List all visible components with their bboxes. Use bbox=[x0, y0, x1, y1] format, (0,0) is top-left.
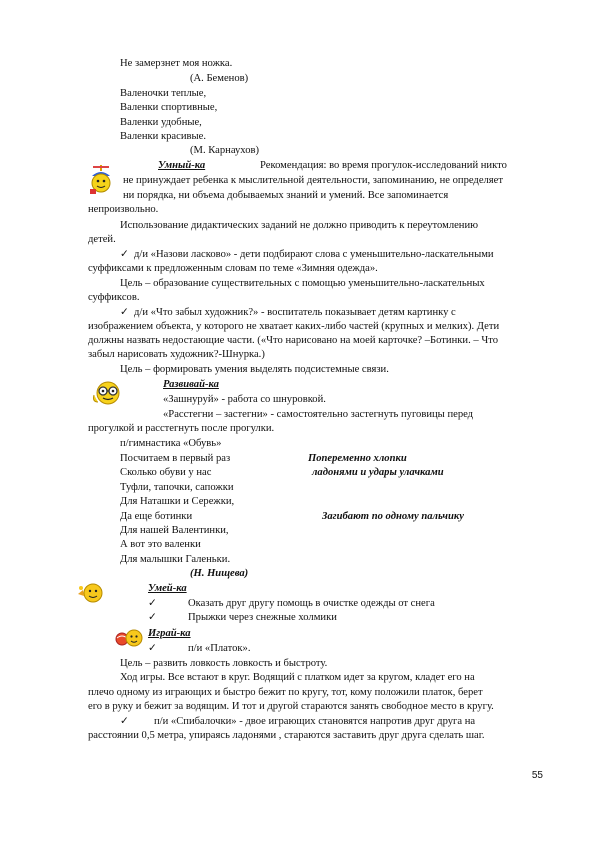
paragraph-line: плечо одному из играющих и быстро бежит по кругу, тот, кому положили платок, берет bbox=[88, 687, 483, 698]
paragraph-line: детей. bbox=[88, 234, 116, 245]
poem-line: Не замерзнет моя ножка. bbox=[120, 58, 233, 69]
game-line bbox=[120, 306, 456, 319]
section-title-umny: Умный-ка bbox=[158, 160, 206, 171]
ball-smiley-icon bbox=[115, 628, 143, 648]
rhyme-line: Сколько обуви у нас bbox=[120, 467, 212, 478]
finger-gym-title: п/гимнастика «Обувь» bbox=[120, 438, 222, 449]
goal-line: Цель – формировать умения выделять подсистемные связи. bbox=[120, 364, 389, 375]
paragraph-line: Рекомендация: во время прогулок-исследований никто bbox=[260, 160, 507, 171]
game-line: расстоянии 0,5 метра, упираясь ладонями , стараются заставить друг друга сделать шаг. bbox=[88, 730, 485, 741]
activity-line bbox=[148, 597, 435, 610]
paragraph-line: ни порядка, ни объема добываемых знаний и умений. Все запоминается bbox=[123, 190, 449, 201]
paragraph-line: не принуждает ребенка к мыслительной деятельности, запоминанию, не определяет bbox=[123, 175, 504, 186]
check-icon: ✓ bbox=[120, 716, 129, 727]
goal-line: суффиксов. bbox=[88, 292, 140, 303]
game-line bbox=[120, 248, 494, 261]
game-text: п/и «Платок». bbox=[188, 643, 251, 654]
game-line bbox=[148, 642, 250, 655]
paragraph-line: Ход игры. Все встают в круг. Водящий с платком идет за кругом, кладет его на bbox=[120, 672, 475, 683]
rhyme-line: А вот это валенки bbox=[120, 539, 201, 550]
game-line: забыл нарисовать художник?-Шнурка.) bbox=[88, 349, 265, 360]
poem-line: Валенки красивые. bbox=[120, 131, 206, 142]
rhyme-line: Посчитаем в первый раз bbox=[120, 453, 231, 464]
poem-author: (А. Беменов) bbox=[190, 73, 249, 84]
game-text: д/и «Что забыл художник?» - воспитатель показывает детям картинку с bbox=[134, 307, 456, 318]
check-icon: ✓ bbox=[120, 249, 129, 260]
game-line: изображением объекта, у которого не хватает каких-либо частей (крупных и мелких). Дети bbox=[88, 321, 500, 332]
activity-line: прогулкой и расстегнуть после прогулки. bbox=[88, 423, 275, 434]
poem-line: Валенки спортивные, bbox=[120, 102, 218, 113]
section-title-umey: Умей-ка bbox=[148, 583, 187, 594]
activity-text: Оказать друг другу помощь в очистке одежды от снега bbox=[188, 598, 435, 609]
section-title-razvivay: Развивай-ка bbox=[163, 379, 219, 390]
check-icon: ✓ bbox=[148, 643, 157, 654]
rhyme-line: Туфли, тапочки, сапожки bbox=[120, 482, 234, 493]
paragraph-line: непроизвольно. bbox=[88, 204, 159, 215]
rhyme-line: Для нашей Валентинки, bbox=[120, 525, 229, 536]
goal-line: Цель – развить ловкость ловкость и быстроту. bbox=[120, 658, 328, 669]
game-text: д/и «Назови ласково» - дети подбирают слова с уменьшительно-ласкательными bbox=[134, 249, 494, 260]
activity-line: «Расстегни – застегни» - самостоятельно застегнуть пуговицы перед bbox=[163, 409, 474, 420]
paragraph-line: его в руку и бежит за водящим. И тот и другой стараются занять свободное место в кругу. bbox=[88, 701, 494, 712]
game-line bbox=[120, 715, 475, 728]
activity-text: Прыжки через снежные холмики bbox=[188, 612, 337, 623]
waving-smiley-icon bbox=[76, 582, 104, 604]
paragraph-line: Использование дидактических заданий не должно приводить к переутомлению bbox=[120, 220, 479, 231]
rhyme-author: (Н. Нищева) bbox=[190, 568, 249, 579]
check-icon: ✓ bbox=[148, 612, 157, 623]
thinking-cap-icon bbox=[88, 163, 114, 195]
rhyme-line: Для малышки Галеньки. bbox=[120, 554, 231, 565]
section-title-igray: Играй-ка bbox=[148, 628, 191, 639]
rhyme-note: Загибают по одному пальчику bbox=[322, 511, 464, 522]
check-icon: ✓ bbox=[148, 598, 157, 609]
rhyme-line: Для Наташки и Сережки, bbox=[120, 496, 235, 507]
poem-author: (М. Карнаухов) bbox=[190, 145, 260, 156]
game-line: суффиксами к предложенным словам по теме «Зимняя одежда». bbox=[88, 263, 378, 274]
check-icon: ✓ bbox=[120, 307, 129, 318]
poem-line: Валенки удобные, bbox=[120, 117, 202, 128]
poem-line: Валеночки теплые, bbox=[120, 88, 207, 99]
page-number: 55 bbox=[531, 770, 543, 781]
smiley-glasses-icon bbox=[92, 380, 124, 406]
activity-line bbox=[148, 611, 337, 624]
rhyme-note: ладонями и удары улачками bbox=[312, 467, 444, 478]
goal-line: Цель – образование существительных с помощью уменьшительно-ласкательных bbox=[120, 278, 485, 289]
game-line: должны назвать недостающие части. («Что нарисовано на моей карточке? –Ботинки. – Что bbox=[88, 335, 498, 346]
rhyme-note: Попеременно хлопки bbox=[308, 453, 407, 464]
activity-line: «Зашнуруй» - работа со шнуровкой. bbox=[163, 394, 326, 405]
rhyme-line: Да еще ботинки bbox=[120, 511, 193, 522]
game-text: п/и «Спибалочки» - двое играющих становятся напротив друг друга на bbox=[154, 716, 476, 727]
